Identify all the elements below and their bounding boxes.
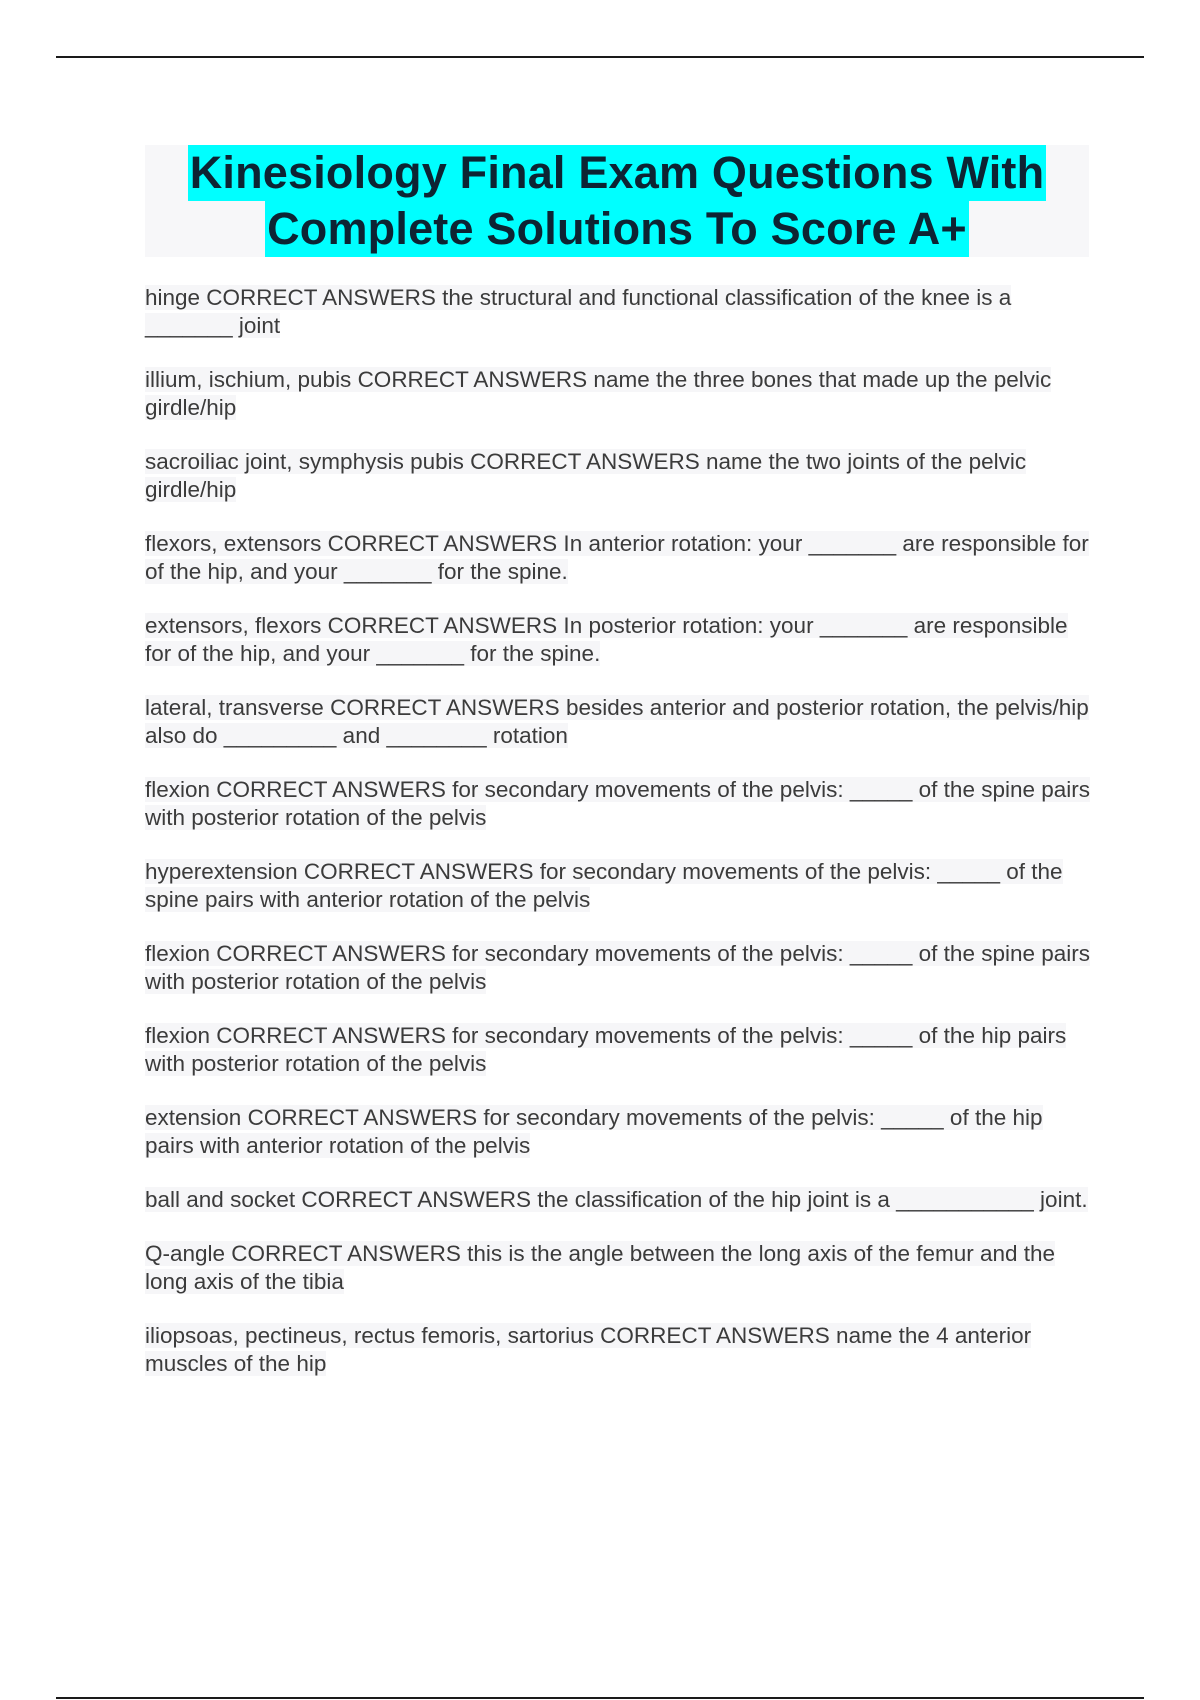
qa-item [145, 858, 1095, 914]
qa-text: ball and socket CORRECT ANSWERS the classification of the hip joint is a ___________ joint. [145, 1187, 1088, 1212]
qa-item [145, 530, 1095, 586]
qa-item [145, 1104, 1095, 1160]
title-line-2: Complete Solutions To Score A+ [265, 201, 969, 257]
qa-text: iliopsoas, pectineus, rectus femoris, sartorius CORRECT ANSWERS name the 4 anterior muscles of the hip [145, 1323, 1032, 1376]
qa-item [145, 366, 1095, 422]
qa-list [145, 284, 1095, 1404]
qa-text: extension CORRECT ANSWERS for secondary movements of the pelvis: _____ of the hip pairs with anterior rotation of the pelvis [145, 1105, 1043, 1158]
qa-text: hyperextension CORRECT ANSWERS for secondary movements of the pelvis: _____ of the spine pairs with anterior rotation of the pelvis [145, 859, 1063, 912]
top-rule [56, 56, 1144, 58]
qa-item [145, 612, 1095, 668]
qa-text: Q-angle CORRECT ANSWERS this is the angle between the long axis of the femur and the long axis of the tibia [145, 1241, 1056, 1294]
qa-item [145, 694, 1095, 750]
qa-item [145, 940, 1095, 996]
qa-text: hinge CORRECT ANSWERS the structural and functional classification of the knee is a _______ joint [145, 285, 1012, 338]
document-title [145, 145, 1089, 257]
qa-text: flexors, extensors CORRECT ANSWERS In anterior rotation: your _______ are responsible for of the hip, and your _______ for the spine. [145, 531, 1089, 584]
qa-item [145, 1022, 1095, 1078]
qa-text: flexion CORRECT ANSWERS for secondary movements of the pelvis: _____ of the hip pairs with posterior rotation of the pelvis [145, 1023, 1067, 1076]
qa-text: illium, ischium, pubis CORRECT ANSWERS name the three bones that made up the pelvic girdle/hip [145, 367, 1052, 420]
qa-item [145, 1322, 1095, 1378]
qa-item [145, 448, 1095, 504]
qa-text: flexion CORRECT ANSWERS for secondary movements of the pelvis: _____ of the spine pairs with posterior rotation of the pelvis [145, 941, 1091, 994]
qa-text: extensors, flexors CORRECT ANSWERS In posterior rotation: your _______ are responsible for of the hip, and your _______ for the spine. [145, 613, 1068, 666]
qa-item [145, 776, 1095, 832]
qa-text: flexion CORRECT ANSWERS for secondary movements of the pelvis: _____ of the spine pairs with posterior rotation of the pelvis [145, 777, 1091, 830]
qa-item [145, 284, 1095, 340]
qa-item [145, 1240, 1095, 1296]
qa-text: lateral, transverse CORRECT ANSWERS besides anterior and posterior rotation, the pelvis/hip also do _________ and ________ rotation [145, 695, 1089, 748]
qa-text: sacroiliac joint, symphysis pubis CORRECT ANSWERS name the two joints of the pelvic girdle/hip [145, 449, 1027, 502]
title-line-1: Kinesiology Final Exam Questions With [188, 145, 1047, 201]
bottom-rule [56, 1697, 1144, 1699]
qa-item [145, 1186, 1095, 1214]
